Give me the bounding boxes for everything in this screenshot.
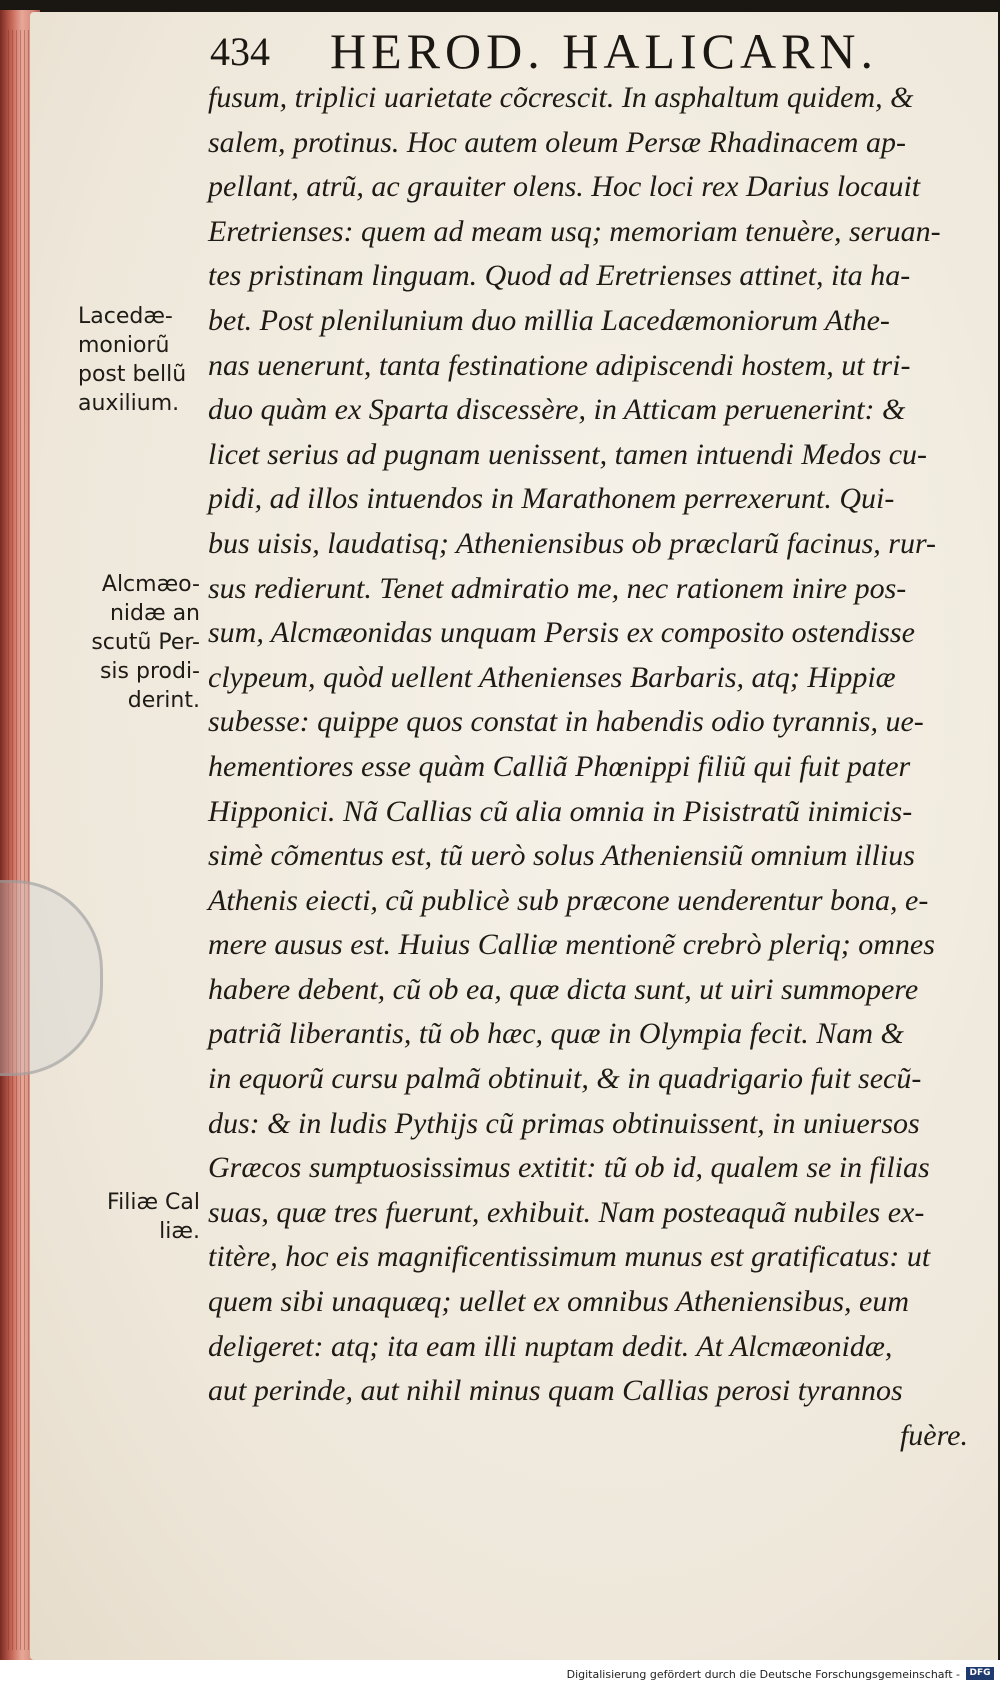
text-line: simè cõmentus est, tũ uerò solus Atheniensiũ omnium illius bbox=[208, 839, 915, 873]
text-line: pidi, ad illos intuendos in Marathonem perrexerunt. Qui- bbox=[208, 482, 895, 516]
marginal-note-line: sis prodi- bbox=[99, 659, 200, 684]
text-line: sus redierunt. Tenet admiratio me, nec rationem inire pos- bbox=[208, 571, 907, 605]
marginal-note bbox=[78, 570, 200, 715]
text-line: Athenis eiecti, cũ publicè sub præcone uenderentur bona, e- bbox=[208, 883, 929, 917]
text-line: salem, protinus. Hoc autem oleum Persæ Rhadinacem ap- bbox=[208, 125, 906, 159]
text-line: Græcos sumptuosissimus extitit: tũ ob id, qualem se in filias bbox=[208, 1151, 930, 1185]
text-line: duo quàm ex Sparta discessère, in Atticam peruenerint: & bbox=[208, 393, 906, 427]
marginal-note bbox=[78, 1188, 200, 1246]
text-line: quem sibi unaquæq; uellet ex omnibus Atheniensibus, eum bbox=[208, 1285, 910, 1319]
text-line: hementiores esse quàm Calliã Phœnippi filiũ qui fuit pater bbox=[208, 749, 911, 783]
text-line: aut perinde, aut nihil minus quam Callias perosi tyrannos bbox=[208, 1374, 903, 1408]
text-line: suas, quæ tres fuerunt, exhibuit. Nam posteaquã nubiles ex- bbox=[208, 1195, 925, 1229]
text-line: titère, hoc eis magnificentissimum munus est gratificatus: ut bbox=[208, 1240, 931, 1274]
page-header bbox=[210, 20, 970, 80]
marginal-note-line: nidæ an bbox=[109, 601, 200, 626]
body-text bbox=[208, 76, 968, 1458]
footer-bar bbox=[0, 1660, 1000, 1691]
marginal-note-line: derint. bbox=[127, 688, 200, 713]
text-line: sum, Alcmæonidas unquam Persis ex composito ostendisse bbox=[208, 616, 915, 650]
page-number: 434 bbox=[210, 29, 270, 74]
text-line: nas uenerunt, tanta festinatione adipiscendi hostem, ut tri- bbox=[208, 348, 911, 382]
text-line: habere debent, cũ ob ea, quæ dicta sunt, ut uiri summopere bbox=[208, 972, 919, 1006]
text-line: clypeum, quòd uellent Athenienses Barbaris, atq; Hippiæ bbox=[208, 660, 896, 694]
marginal-note-line: Lacedæ- bbox=[78, 304, 173, 329]
text-line: patriã liberantis, tũ ob hæc, quæ in Olympia fecit. Nam & bbox=[208, 1017, 904, 1051]
dfg-logo: DFG bbox=[966, 1667, 994, 1680]
marginal-note-line: Alcmæo- bbox=[101, 572, 200, 597]
text-line: Eretrienses: quem ad meam usq; memoriam tenuère, seruan- bbox=[208, 214, 941, 248]
marginal-note-line: Filiæ Cal bbox=[107, 1190, 200, 1215]
text-line: fusum, triplici uarietate cõcrescit. In asphaltum quidem, & bbox=[208, 81, 914, 114]
text-line: subesse: quippe quos constat in habendis odio tyrannis, ue- bbox=[208, 705, 924, 739]
marginal-note-line: moniorũ bbox=[78, 333, 170, 358]
footer-credit: Digitalisierung gefördert durch die Deutsche Forschungsgemeinschaft - bbox=[566, 1668, 960, 1681]
text-line: bus uisis, laudatisq; Atheniensibus ob præclarũ facinus, rur- bbox=[208, 526, 937, 560]
catchword: fuère. bbox=[899, 1418, 968, 1452]
marginal-note-line: scutũ Per- bbox=[91, 630, 200, 655]
marginal-note bbox=[78, 302, 200, 418]
marginal-note-line: liæ. bbox=[159, 1219, 200, 1244]
text-line: licet serius ad pugnam uenissent, tamen intuendi Medos cu- bbox=[208, 437, 928, 471]
text-line: dus: & in ludis Pythijs cũ primas obtinuissent, in uniuersos bbox=[208, 1106, 920, 1140]
marginal-note-line: post bellũ bbox=[78, 362, 187, 387]
text-line: tes pristinam linguam. Quod ad Eretrienses attinet, ita ha- bbox=[208, 259, 911, 293]
text-line: bet. Post plenilunium duo millia Lacedæmoniorum Athe- bbox=[208, 303, 890, 337]
running-head: HEROD. HALICARN. bbox=[330, 23, 879, 79]
text-line: pellant, atrũ, ac grauiter olens. Hoc loci rex Darius locauit bbox=[208, 170, 921, 204]
text-line: in equorũ cursu palmã obtinuit, & in quadrigario fuit secũ- bbox=[208, 1062, 922, 1096]
marginal-note-line: auxilium. bbox=[78, 391, 180, 416]
text-line: Hipponici. Nã Callias cũ alia omnia in Pisistratũ inimicis- bbox=[208, 794, 913, 828]
page-edge-lines bbox=[8, 30, 32, 1650]
text-line: deligeret: atq; ita eam illi nuptam dedit. At Alcmæonidæ, bbox=[208, 1329, 893, 1363]
text-line: mere ausus est. Huius Calliæ mentionẽ crebrò pleriq; omnes bbox=[208, 928, 935, 962]
